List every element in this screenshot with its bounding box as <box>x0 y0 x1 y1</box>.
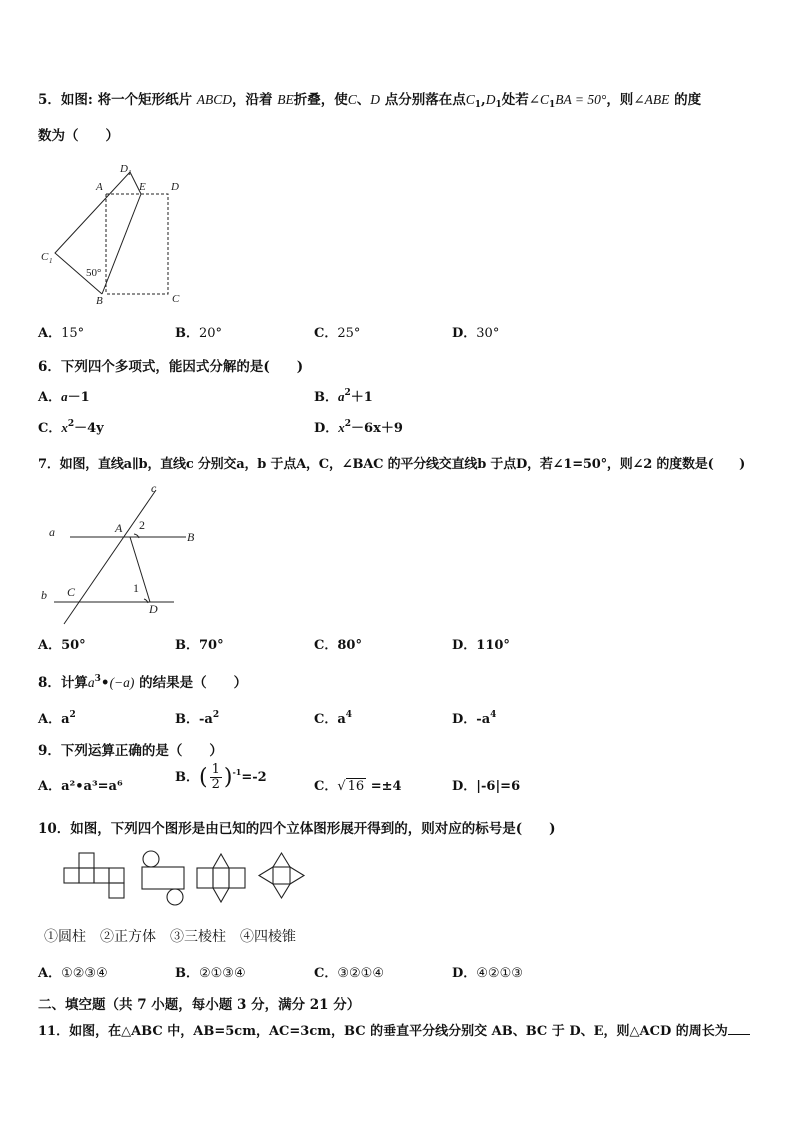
q6-option-a[interactable] <box>38 386 90 405</box>
option-letter: D． <box>452 326 477 341</box>
q5-angle: ∠C <box>528 92 550 107</box>
q5-label-e: E <box>139 181 146 193</box>
option-sup: 4 <box>345 710 353 720</box>
option-letter: C． <box>38 421 62 436</box>
q6-option-b[interactable] <box>314 386 373 405</box>
q5-text: 折叠，使 <box>293 92 348 108</box>
q7-option-b[interactable] <box>175 634 224 653</box>
option-rest: =±4 <box>370 779 402 794</box>
q5-option-d[interactable] <box>452 322 499 341</box>
q8-option-c[interactable] <box>314 708 352 727</box>
option-letter: A． <box>38 966 62 981</box>
q5-label-d1: D <box>120 163 128 175</box>
section-heading: 二、填空题（共 7 小题，每小题 3 分，满分 21 分） <box>38 997 361 1013</box>
q5-figure <box>38 160 198 310</box>
q5-c: C <box>347 92 357 107</box>
option-text: 20° <box>199 326 223 341</box>
q9-option-a[interactable] <box>38 775 123 794</box>
q6-option-c[interactable] <box>38 417 104 436</box>
q7-option-a[interactable] <box>38 634 86 653</box>
q11-text: 11．如图，在△ABC 中，AB=5cm，AC=3cm，BC 的垂直平分线分别交 AB、BC 于 D、E，则△ACD 的周长为 <box>38 1024 728 1039</box>
option-letter: C． <box>314 966 338 981</box>
option-text: 70° <box>199 638 224 653</box>
option-letter: C． <box>314 779 338 794</box>
q5-angle-sub: 1 <box>549 100 556 110</box>
option-letter: B． <box>175 712 199 727</box>
q5-abe: ∠ABE <box>633 92 670 107</box>
q5-text: 处若 <box>501 92 529 108</box>
q5-text: ，沿着 <box>232 92 273 108</box>
option-letter: C． <box>314 326 338 341</box>
q5-label-b: B <box>96 295 103 307</box>
q8-suffix: 的结果是（ ） <box>139 675 248 691</box>
option-letter: B． <box>175 966 199 981</box>
option-text: 80° <box>337 638 362 653</box>
option-text: 50° <box>61 638 86 653</box>
option-letter: D． <box>452 779 477 794</box>
q5-stem-line1 <box>38 88 701 110</box>
q8-option-b[interactable] <box>175 708 219 727</box>
cylinder-net <box>142 851 184 905</box>
option-base: a <box>204 712 213 727</box>
q5-label-c1: C <box>41 251 49 263</box>
option-base: a <box>338 389 345 404</box>
q5-abcd: ABCD <box>196 92 233 107</box>
q5-stem-line2: 数为（ ） <box>38 128 119 144</box>
q5-option-b[interactable] <box>175 322 222 341</box>
q10-nets-figure <box>60 850 310 908</box>
q8-prefix: 8．计算 <box>38 675 88 691</box>
q5-label-c1-sub: 1 <box>49 257 53 265</box>
q8-dot: • <box>100 675 110 691</box>
q5-text: 的度 <box>674 92 702 108</box>
option-letter: B． <box>175 638 199 653</box>
q7-option-c[interactable] <box>314 634 362 653</box>
q10-option-c[interactable] <box>314 962 384 981</box>
q5-option-c[interactable] <box>314 322 360 341</box>
q7-stem: 7．如图，直线a∥b，直线c 分别交a，b 于点A，C，∠BAC 的平分线交直线b 于点D，若∠1=50°，则∠2 的度数是( ) <box>38 457 746 472</box>
option-sup: 2 <box>344 388 351 398</box>
option-letter: D． <box>314 421 339 436</box>
q8-option-d[interactable] <box>452 708 496 727</box>
answer-blank[interactable] <box>728 1022 750 1035</box>
option-exp: -1 <box>232 767 242 777</box>
option-sign: - <box>476 712 482 727</box>
option-sup: 2 <box>212 710 220 720</box>
option-text: ②①③④ <box>199 966 246 981</box>
q5-option-a[interactable] <box>38 322 84 341</box>
q5-text: , <box>480 92 486 108</box>
q5-text: ，则 <box>606 92 634 108</box>
q7-option-d[interactable] <box>452 634 510 653</box>
fraction-denominator: 2 <box>211 777 220 792</box>
option-text: 30° <box>476 326 500 341</box>
option-base: x <box>338 420 345 435</box>
option-text: 15° <box>61 326 85 341</box>
option-letter: A． <box>38 779 62 794</box>
option-rest: －4y <box>74 421 104 436</box>
pyramid-net <box>259 853 304 898</box>
sqrt-radicand: 16 <box>347 779 365 794</box>
option-letter: D． <box>452 712 477 727</box>
fraction-numerator: 1 <box>211 762 220 777</box>
option-base: a <box>61 712 70 727</box>
prism-net <box>197 854 245 902</box>
q9-stem: 9．下列运算正确的是（ ） <box>38 743 223 759</box>
left-paren: ( <box>199 765 208 790</box>
option-letter: A． <box>38 326 62 341</box>
option-rest: ＋1 <box>350 390 373 405</box>
option-text: 110° <box>476 638 510 653</box>
q6-option-d[interactable] <box>314 417 403 436</box>
q5-label-c: C <box>172 293 180 305</box>
q5-label-a: A <box>96 181 103 193</box>
q6-stem: 6．下列四个多项式，能因式分解的是( ) <box>38 359 304 375</box>
q8-a: a <box>87 675 95 690</box>
option-letter: D． <box>452 966 477 981</box>
fraction <box>210 763 222 792</box>
q10-solids-list: ①圆柱 ②正方体 ③三棱柱 ④四棱锥 <box>44 929 296 945</box>
option-rest: －6x＋9 <box>351 421 403 436</box>
option-base: a <box>337 712 346 727</box>
q5-d1-sub: 1 <box>495 100 502 110</box>
option-letter: D． <box>452 638 477 653</box>
option-text: |-6|=6 <box>476 779 521 794</box>
q10-option-d[interactable] <box>452 962 523 981</box>
option-base: a <box>61 389 68 404</box>
q7-label-c: C <box>67 585 76 599</box>
q5-d: D <box>370 92 380 107</box>
q5-text: 点分别落在点 <box>384 92 466 108</box>
q10-option-b[interactable] <box>175 962 246 981</box>
q7-label-1: 1 <box>133 581 139 595</box>
option-letter: B． <box>175 326 199 341</box>
q5-text: 5．如图: 将一个矩形纸片 <box>38 92 193 108</box>
option-sup: 2 <box>344 419 352 429</box>
q5-label-angle: 50° <box>86 267 102 279</box>
option-text: ①②③④ <box>61 966 108 981</box>
cube-net <box>64 853 124 898</box>
q11-stem <box>38 1020 750 1039</box>
q9-option-c[interactable] <box>314 775 402 794</box>
option-letter: A． <box>38 638 62 653</box>
option-sup: 2 <box>69 710 76 720</box>
option-letter: A． <box>38 712 62 727</box>
option-sup: 4 <box>490 710 497 720</box>
q8-stem <box>38 671 247 691</box>
q5-be: BE <box>277 92 294 107</box>
option-text: 25° <box>337 326 361 341</box>
q8-option-a[interactable] <box>38 708 76 727</box>
q8-neg-a: (−a) <box>109 675 135 690</box>
right-paren: ) <box>223 765 233 790</box>
q9-option-b[interactable] <box>175 763 267 792</box>
option-letter: B． <box>175 770 199 785</box>
q10-option-a[interactable] <box>38 962 108 981</box>
q7-label-d: D <box>149 602 158 616</box>
q5-c1: C <box>465 92 475 107</box>
option-letter: C． <box>314 638 338 653</box>
q5-label-d1-sub: 1 <box>128 169 132 177</box>
option-text: a²•a³=a⁶ <box>61 779 123 794</box>
option-sign: - <box>199 712 205 727</box>
q5-d1: D <box>485 92 496 107</box>
option-sup: 2 <box>67 419 75 429</box>
q5-text: 、 <box>356 92 371 108</box>
option-text: ③②①④ <box>337 966 384 981</box>
sqrt-sign: √ 16 <box>337 779 365 794</box>
option-letter: A． <box>38 390 62 405</box>
q7-figure <box>38 482 208 632</box>
q5-c1-sub: 1 <box>474 100 481 110</box>
q7-label-a: A <box>115 521 123 535</box>
q7-label-a-line: a <box>49 525 55 539</box>
q5-angle-rest: BA = 50° <box>555 92 607 107</box>
q7-label-2: 2 <box>139 518 145 532</box>
q7-label-c-line: c <box>151 481 157 495</box>
q9-option-d[interactable] <box>452 775 520 794</box>
q8-exp: 3 <box>94 674 101 684</box>
q7-label-b-line: b <box>41 588 47 602</box>
q5-label-d: D <box>171 181 179 193</box>
option-text: ④②①③ <box>476 966 523 981</box>
option-base: x <box>61 420 68 435</box>
q7-label-b-point: B <box>187 530 195 544</box>
q10-stem: 10．如图，下列四个图形是由已知的四个立体图形展开得到的，则对应的标号是( ) <box>38 821 556 837</box>
option-rest: =-2 <box>241 770 267 785</box>
option-letter: B． <box>314 390 338 405</box>
option-letter: C． <box>314 712 338 727</box>
option-rest: －1 <box>67 390 90 405</box>
option-base: a <box>481 712 491 727</box>
